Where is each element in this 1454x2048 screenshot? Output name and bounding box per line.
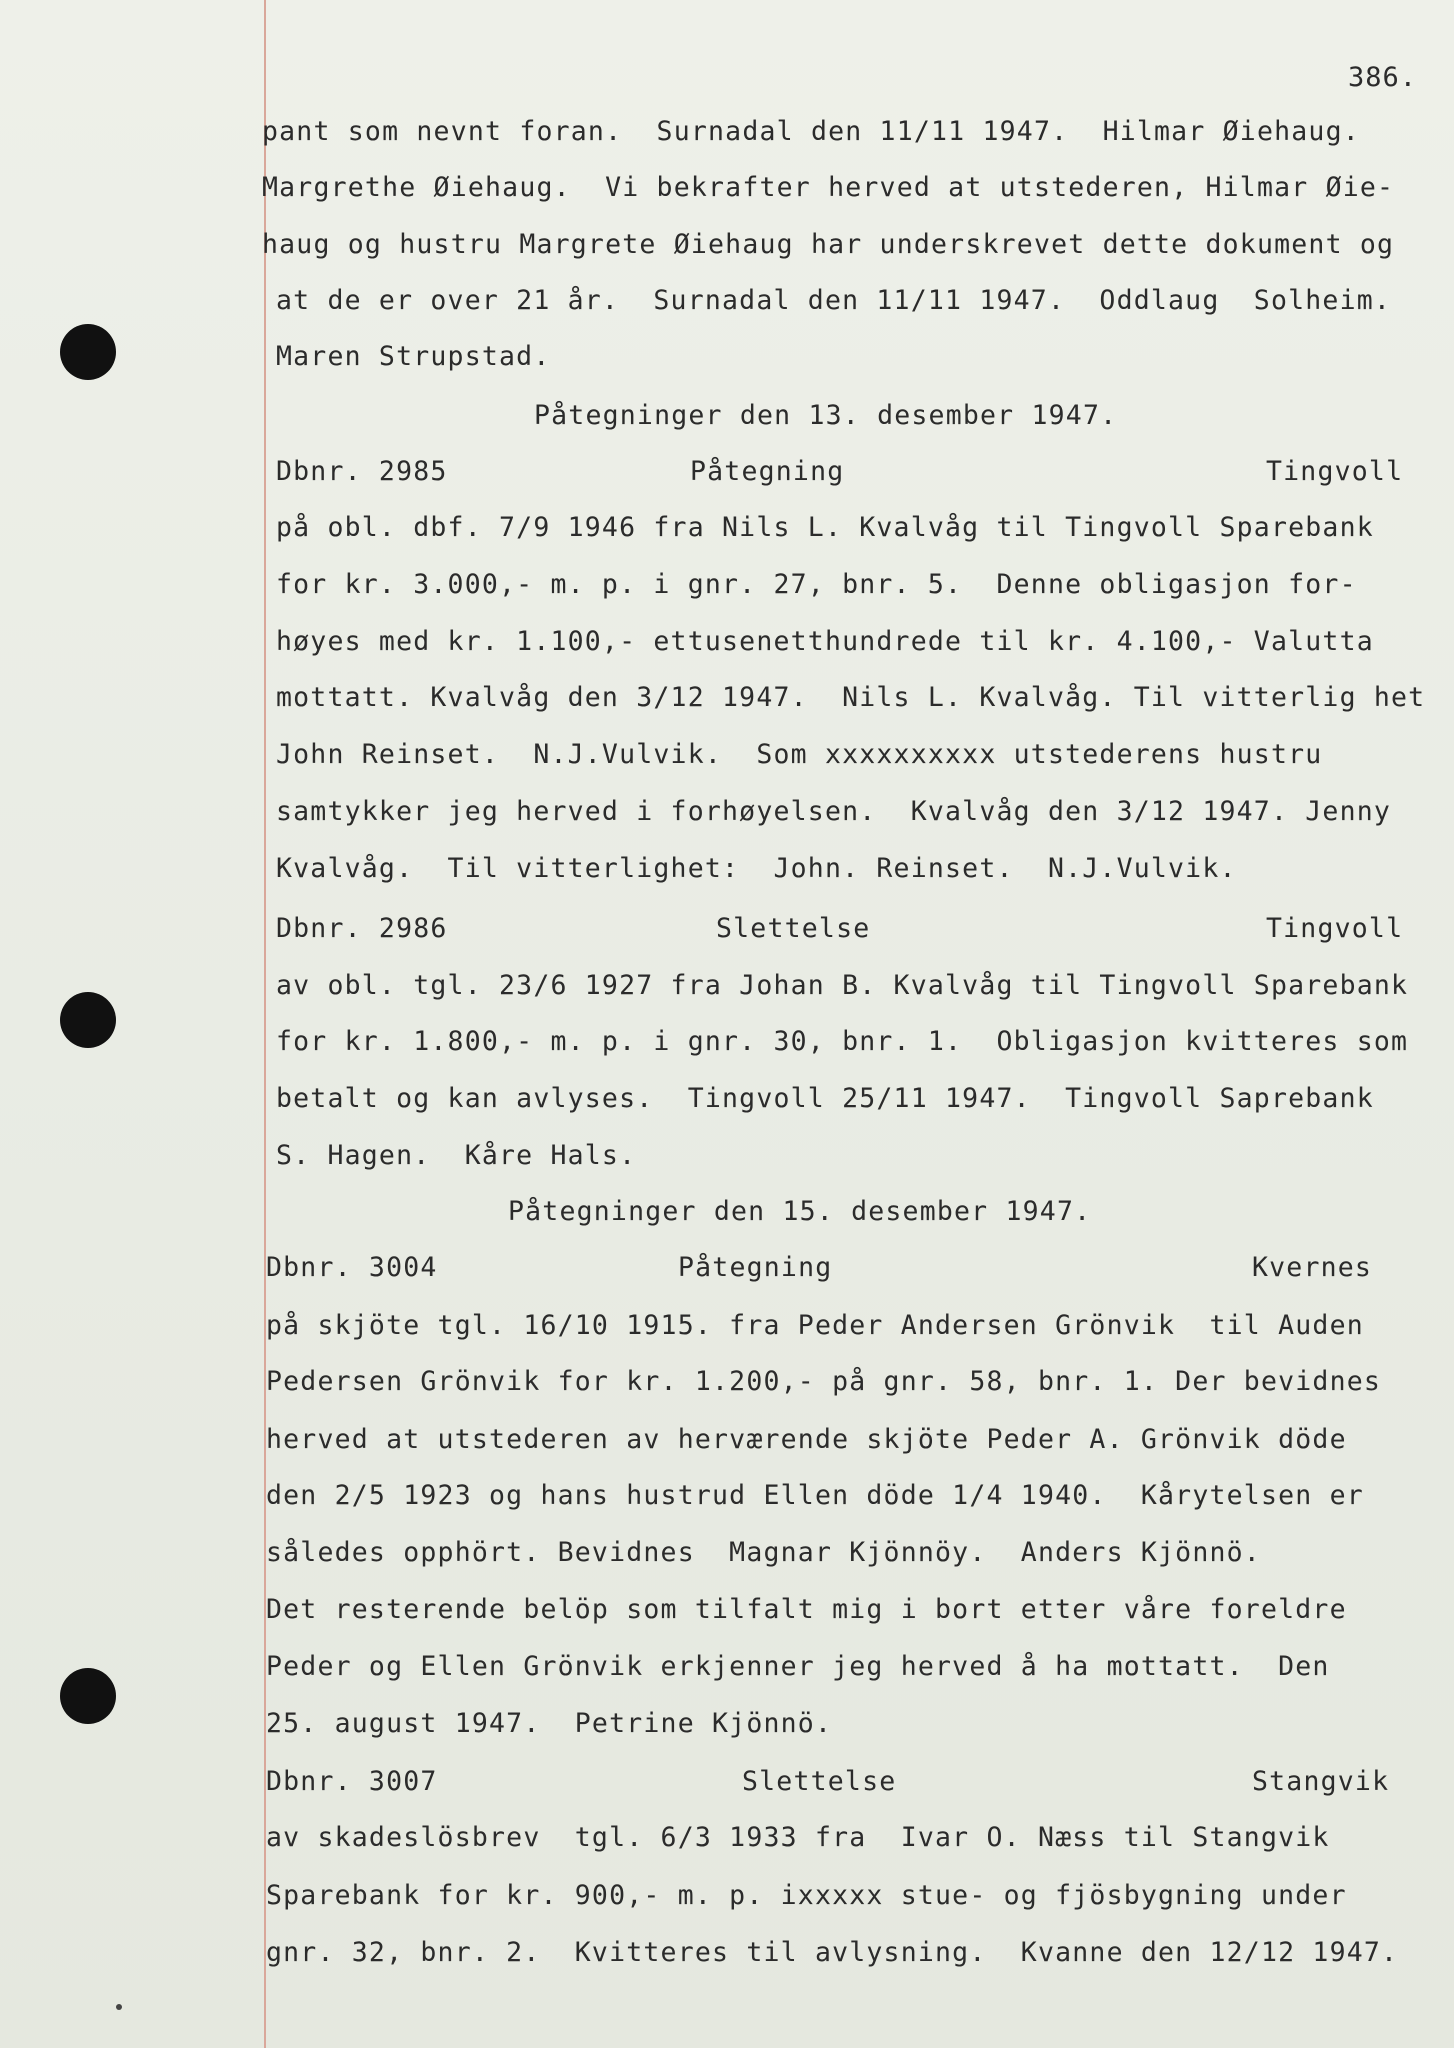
page-number: 386. <box>1348 62 1418 93</box>
text-line: gnr. 32, bnr. 2. Kvitteres til avlysning. Kvanne den 12/12 1947. <box>266 1937 1399 1968</box>
entry-place: Tingvoll <box>1266 456 1404 487</box>
text-line: for kr. 1.800,- m. p. i gnr. 30, bnr. 1. Obligasjon kvitteres som <box>276 1026 1409 1057</box>
text-line: S. Hagen. Kåre Hals. <box>276 1140 637 1171</box>
punch-hole <box>60 992 116 1048</box>
text-line: Det resterende belöp som tilfalt mig i bort etter våre foreldre <box>266 1594 1347 1625</box>
punch-hole <box>60 1668 116 1724</box>
entry-place: Kvernes <box>1252 1252 1373 1283</box>
text-line: av obl. tgl. 23/6 1927 fra Johan B. Kvalvåg til Tingvoll Sparebank <box>276 970 1409 1001</box>
text-line: av skadeslösbrev tgl. 6/3 1933 fra Ivar O. Næss til Stangvik <box>266 1822 1330 1853</box>
text-line: Sparebank for kr. 900,- m. p. ixxxxx stue- og fjösbygning under <box>266 1880 1347 1911</box>
text-line: høyes med kr. 1.100,- ettusenetthundrede til kr. 4.100,- Valutta <box>276 626 1374 657</box>
text-line: herved at utstederen av herværende skjöte Peder A. Grönvik döde <box>266 1424 1347 1455</box>
text-line: Maren Strupstad. <box>276 341 551 372</box>
text-line: pant som nevnt foran. Surnadal den 11/11 1947. Hilmar Øiehaug. <box>262 116 1360 147</box>
text-line: således opphört. Bevidnes Magnar Kjönnöy. Anders Kjönnö. <box>266 1537 1261 1568</box>
text-line: at de er over 21 år. Surnadal den 11/11 1947. Oddlaug Solheim. <box>276 285 1392 316</box>
entry-place: Stangvik <box>1252 1766 1390 1797</box>
entry-dbnr: Dbnr. 3004 <box>266 1252 438 1283</box>
entry-type: Slettelse <box>742 1766 897 1797</box>
margin-rule <box>264 0 266 2048</box>
text-line: betalt og kan avlyses. Tingvoll 25/11 1947. Tingvoll Saprebank <box>276 1083 1374 1114</box>
entry-dbnr: Dbnr. 2986 <box>276 913 448 944</box>
text-line: mottatt. Kvalvåg den 3/12 1947. Nils L. Kvalvåg. Til vitterlig het <box>276 682 1426 713</box>
text-line: den 2/5 1923 og hans hustrud Ellen döde 1/4 1940. Kårytelsen er <box>266 1480 1364 1511</box>
section-heading: Påtegninger den 13. desember 1947. <box>534 400 1118 431</box>
text-line: Margrethe Øiehaug. Vi bekrafter herved at utstederen, Hilmar Øie- <box>262 172 1395 203</box>
punch-hole <box>60 324 116 380</box>
section-heading: Påtegninger den 15. desember 1947. <box>508 1196 1092 1227</box>
entry-type: Slettelse <box>716 913 871 944</box>
text-line: Peder og Ellen Grönvik erkjenner jeg herved å ha mottatt. Den <box>266 1651 1330 1682</box>
entry-place: Tingvoll <box>1266 913 1404 944</box>
entry-dbnr: Dbnr. 2985 <box>276 456 448 487</box>
text-line: haug og hustru Margrete Øiehaug har underskrevet dette dokument og <box>262 229 1395 260</box>
entry-type: Påtegning <box>690 456 845 487</box>
text-line: 25. august 1947. Petrine Kjönnö. <box>266 1708 833 1739</box>
text-line: John Reinset. N.J.Vulvik. Som xxxxxxxxxx utstederens hustru <box>276 739 1323 770</box>
entry-dbnr: Dbnr. 3007 <box>266 1766 438 1797</box>
text-line: for kr. 3.000,- m. p. i gnr. 27, bnr. 5. Denne obligasjon for- <box>276 569 1357 600</box>
text-line: Kvalvåg. Til vitterlighet: John. Reinset. N.J.Vulvik. <box>276 853 1237 884</box>
text-line: på obl. dbf. 7/9 1946 fra Nils L. Kvalvåg til Tingvoll Sparebank <box>276 512 1374 543</box>
text-line: samtykker jeg herved i forhøyelsen. Kvalvåg den 3/12 1947. Jenny <box>276 796 1392 827</box>
text-line: Pedersen Grönvik for kr. 1.200,- på gnr. 58, bnr. 1. Der bevidnes <box>266 1366 1382 1397</box>
entry-type: Påtegning <box>678 1252 833 1283</box>
text-line: på skjöte tgl. 16/10 1915. fra Peder Andersen Grönvik til Auden <box>266 1310 1364 1341</box>
speck <box>116 2004 122 2010</box>
